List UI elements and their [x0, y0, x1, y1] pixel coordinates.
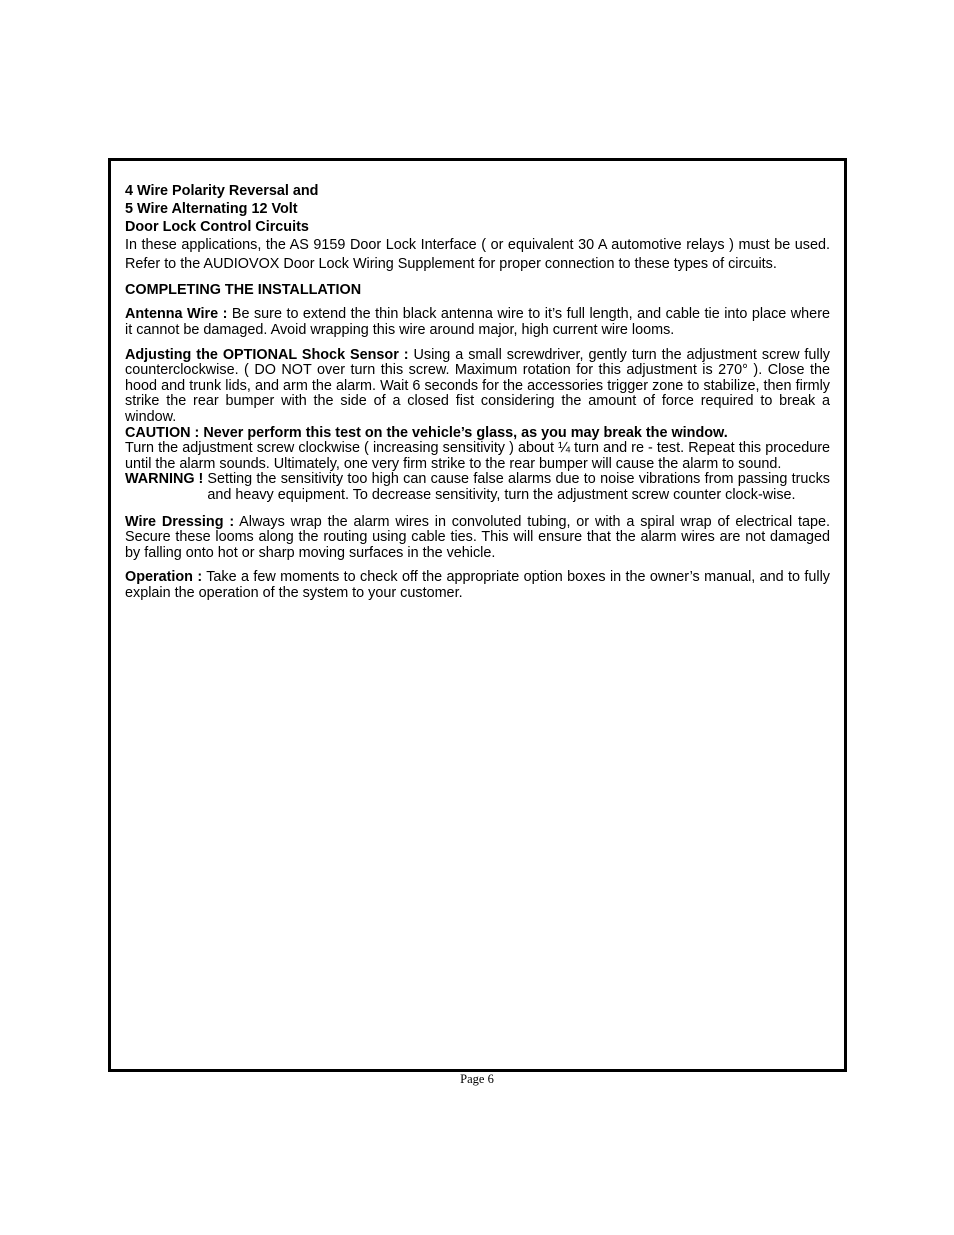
- warning-text: Setting the sensitivity too high can cause false alarms due to noise vibrations from passing trucks and heavy equipment. To decrease sensitivity, turn the adjustment screw counter clock-wise.: [207, 471, 830, 503]
- warning-label: WARNING !: [125, 471, 204, 488]
- antenna-paragraph: [125, 307, 830, 338]
- wire-dressing-text: Always wrap the alarm wires in convoluted tubing, or with a spiral wrap of electrical tape. Secure these looms along the routing using cable ties. This will ensure that the alarm wires are not damaged by falling onto hot or sharp moving surfaces in the vehicle.: [125, 513, 830, 561]
- turn-adjustment-paragraph: Turn the adjustment screw clockwise ( increasing sensitivity ) about ¼ turn and re - test. Repeat this procedure until the alarm sounds. Ultimately, one very firm strike to the rear bumper will cause the alarm to sound.: [125, 440, 830, 472]
- section-title-line-2: 5 Wire Alternating 12 Volt: [125, 201, 298, 217]
- page-frame: [108, 158, 847, 1072]
- antenna-label: Antenna Wire :: [125, 306, 228, 323]
- wire-dressing-paragraph: [125, 515, 830, 562]
- shock-sensor-text: Using a small screwdriver, gently turn the adjustment screw fully counterclockwise. ( DO NOT over turn this screw. Maximum rotation for this adjustment is 270° ). Close the hood and trunk lids, and arm the alarm. Wait 6 seconds for the accessories trigger zone to stabilize, then firmly strike the rear bumper with the side of a closed fist considering the amount of force required to break a window.: [125, 346, 831, 425]
- shock-sensor-paragraph: [125, 348, 830, 426]
- caution-text: CAUTION : Never perform this test on the vehicle’s glass, as you may break the window.: [125, 424, 728, 441]
- operation-text: Take a few moments to check off the appropriate option boxes in the owner’s manual, and to fully explain the operation of the system to your customer.: [125, 569, 830, 601]
- shock-sensor-label: Adjusting the OPTIONAL Shock Sensor :: [125, 346, 409, 363]
- operation-label: Operation :: [125, 569, 203, 586]
- wire-dressing-label: Wire Dressing :: [125, 513, 235, 530]
- operation-paragraph: [125, 570, 830, 601]
- section-title-line-1: 4 Wire Polarity Reversal and: [125, 183, 319, 199]
- installation-heading: COMPLETING THE INSTALLATION: [125, 282, 362, 299]
- antenna-text: Be sure to extend the thin black antenna wire to it’s full length, and cable tie into place where it cannot be damaged. Avoid wrapping this wire around major, high current wire looms.: [125, 306, 830, 338]
- document-content: [125, 182, 830, 602]
- door-lock-paragraph: In these applications, the AS 9159 Door Lock Interface ( or equivalent 30 A automotive relays ) must be used. Refer to the AUDIOVOX Door Lock Wiring Supplement for proper connection to these types of circuits.: [125, 237, 830, 272]
- page-number: Page 6: [460, 1072, 494, 1086]
- section-title-line-3: Door Lock Control Circuits: [125, 219, 309, 235]
- warning-block: [125, 472, 830, 503]
